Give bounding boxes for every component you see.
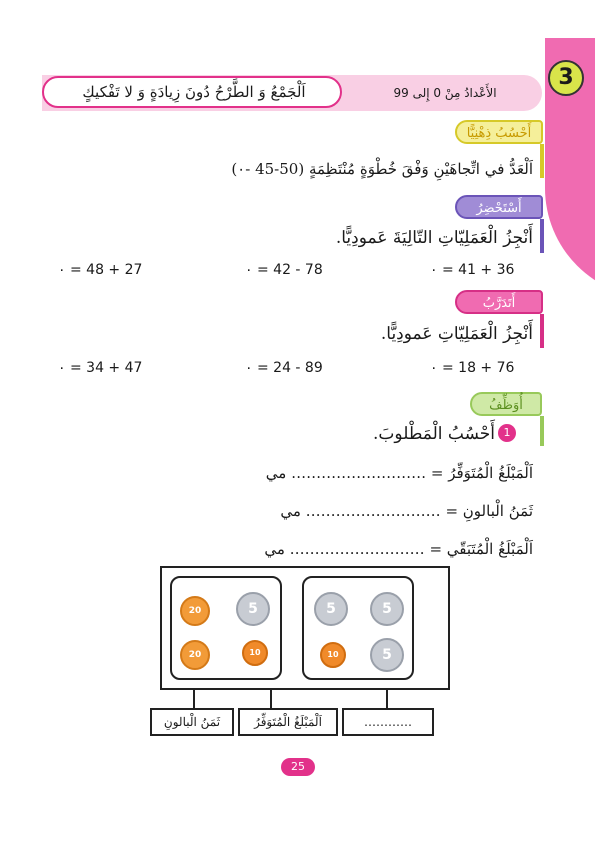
coin-20-icon: 20 [180, 640, 210, 670]
lesson-title: اَلْجَمْعُ وَ الطَّرْحُ دُونَ زِيادَةٍ وَ لا تَفْكيكٍ [82, 83, 306, 101]
label-box-balloon-price: ثَمَنُ الْبالونِ [150, 708, 234, 736]
page-number: 25 [281, 758, 315, 776]
answer-line-remaining [264, 540, 533, 558]
answer-blank[interactable]: ……………………… [289, 540, 425, 558]
section-bar [540, 416, 544, 446]
answer-blank[interactable]: ……………………… [305, 502, 441, 520]
line-label: اَلْمَبْلَغُ الْمُتَوَفِّرُ = [430, 464, 533, 482]
answer-line-balloon [280, 502, 533, 520]
answer-blank[interactable]: ……………………… [291, 464, 427, 482]
connector-line [386, 690, 388, 708]
practice-op-1: ٠ = 18 + 76 [430, 360, 515, 376]
coin-20-icon: 20 [180, 596, 210, 626]
connector-line [270, 690, 272, 708]
section-tag-apply: أُوَظِّفُ [470, 392, 542, 416]
recall-op-1: ٠ = 41 + 36 [430, 262, 515, 278]
line-label: اَلْمَبْلَغُ الْمُتَبَقّي = [429, 540, 533, 558]
unit-label: مي [280, 502, 301, 520]
answer-line-available [266, 464, 533, 482]
unit-number-badge: 3 [548, 60, 584, 96]
practice-instruction: أَنْجِزُ الْعَمَلِيّاتِ عَمودِيًّا. [380, 324, 533, 344]
practice-op-3: ٠ = 34 + 47 [58, 360, 143, 376]
coin-10-icon: 10 [320, 642, 346, 668]
section-bar [540, 219, 544, 253]
coin-10-icon: 10 [242, 640, 268, 666]
apply-instruction: أَحْسُبُ الْمَطْلوبَ. [373, 424, 495, 444]
section-bar [540, 144, 544, 178]
section-tag-mental: أَحْسُبُ ذِهْنِيًّا [455, 120, 543, 144]
recall-instruction: أَنْجِزُ الْعَمَلِيّاتِ التّالِيَةَ عَمودِيًّا. [335, 228, 533, 248]
exercise-number-badge: 1 [498, 424, 516, 442]
section-tag-recall: أَسْتَحْضِرُ [455, 195, 543, 219]
unit-label: مي [265, 464, 287, 482]
section-tag-practice: أَتَدَرَّبُ [455, 290, 543, 314]
label-box-blank[interactable]: ………… [342, 708, 434, 736]
coin-5-icon: 5 [314, 592, 348, 626]
recall-op-3: ٠ = 48 + 27 [58, 262, 143, 278]
label-box-available-amount: اَلْمَبْلَغُ الْمُتَوَفِّرُ [238, 708, 338, 736]
unit-label: مي [264, 540, 285, 558]
coin-5-icon: 5 [370, 592, 404, 626]
line-label: ثَمَنُ الْبالونِ = [445, 502, 533, 520]
coin-5-icon: 5 [370, 638, 404, 672]
unit-subtitle: الأَعْدادُ مِنْ 0 إِلى 99 [393, 86, 497, 100]
recall-op-2: ٠ = 42 - 78 [245, 262, 323, 278]
connector-line [193, 690, 195, 708]
coin-5-icon: 5 [236, 592, 270, 626]
section-bar [540, 314, 544, 348]
practice-op-2: ٠ = 24 - 89 [245, 360, 323, 376]
mental-instruction: اَلْعَدُّ في اتِّجاهَيْنِ وَفْقَ خُطْوَةٍ مُنْتَظِمَةٍ (50-45 -٠) [231, 160, 533, 178]
